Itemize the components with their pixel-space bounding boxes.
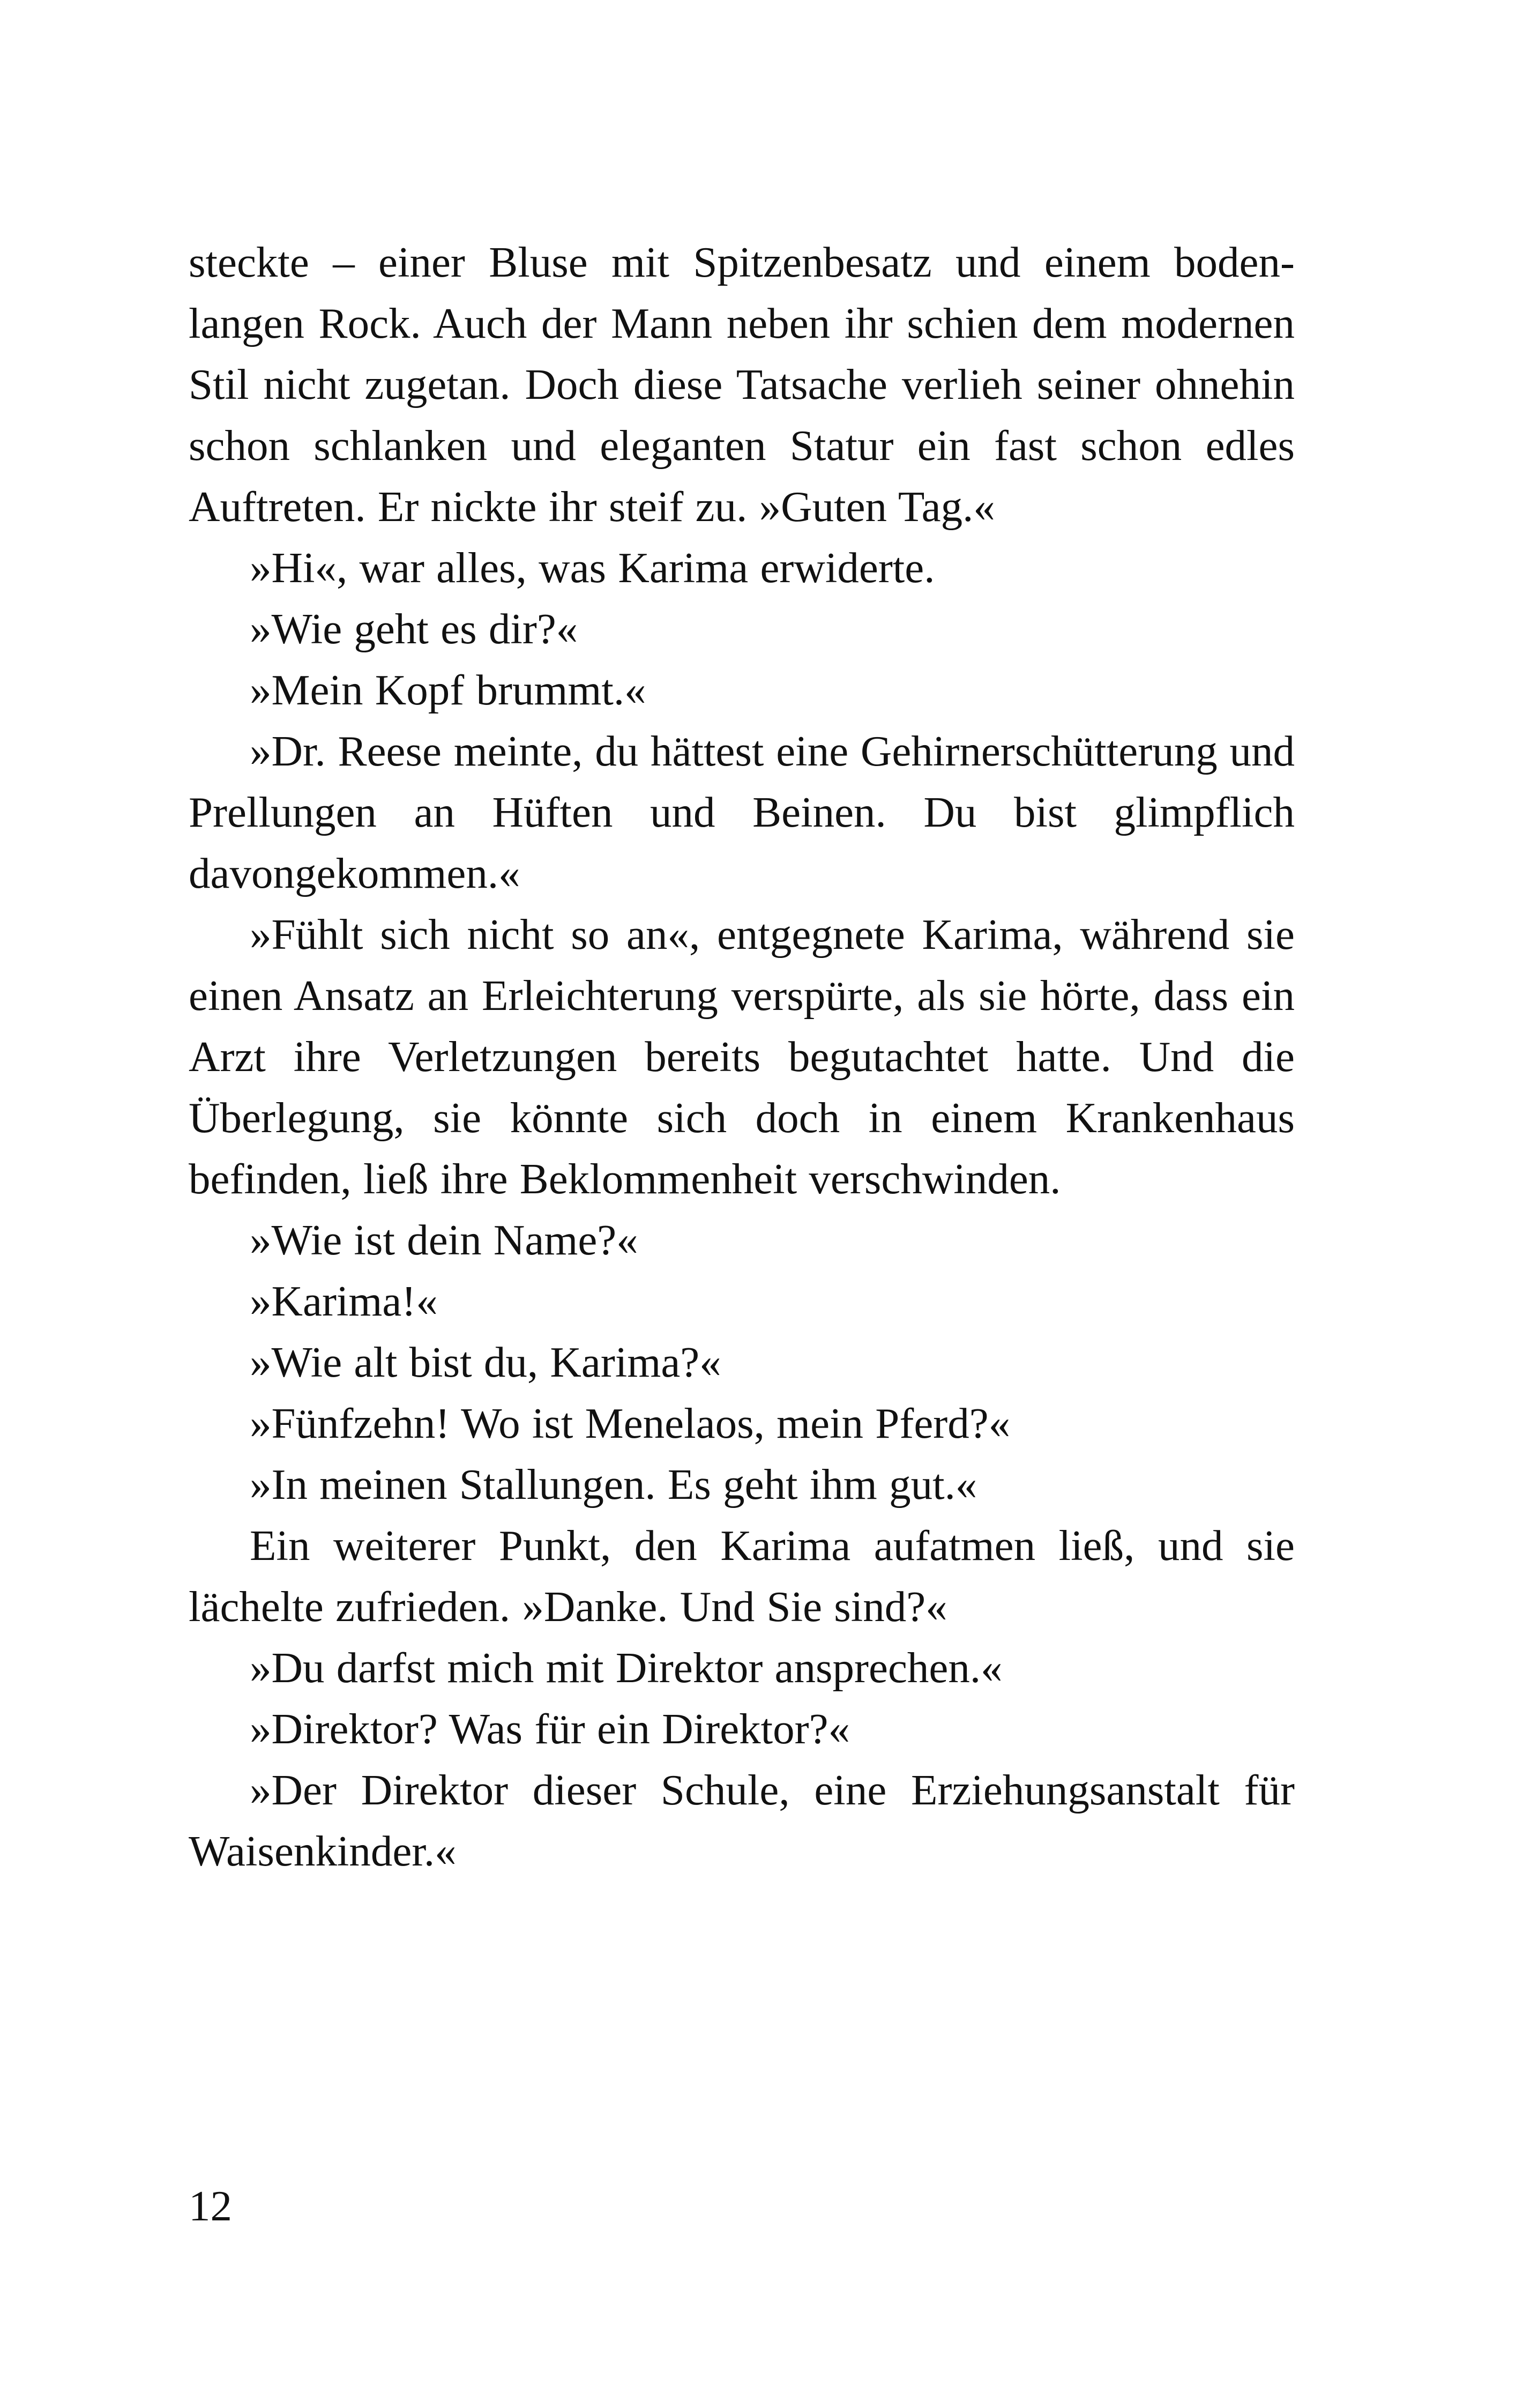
- paragraph: »Hi«, war alles, was Karima erwiderte.: [250, 544, 935, 592]
- paragraph: »Du darfst mich mit Direktor ansprechen.«: [250, 1644, 1003, 1692]
- paragraph: »Wie alt bist du, Karima?«: [250, 1338, 721, 1386]
- paragraph: steckte – einer Bluse mit Spitzenbesatz und einem bodenlangen Rock. Auch der Mann neben ihr schien dem modernen Stil nicht zugetan. Doch diese Tatsache verlieh seiner ohnehin schon schlanken und eleganten Statur ein fast schon edles Auftreten. Er nickte ihr steif zu. »Guten Tag.«: [189, 238, 1295, 531]
- paragraph: »Dr. Reese meinte, du hättest eine Gehirnerschütterung und Prellungen an Hüften und Beinen. Du bist glimpflich davongekommen.«: [189, 727, 1295, 897]
- body-text: [189, 232, 1295, 1882]
- paragraph: »In meinen Stallungen. Es geht ihm gut.«: [250, 1460, 977, 1508]
- paragraph: »Fünfzehn! Wo ist Menelaos, mein Pferd?«: [250, 1399, 1011, 1447]
- paragraph: »Wie geht es dir?«: [250, 605, 578, 653]
- paragraph: Ein weiterer Punkt, den Karima aufatmen ließ, und sie lächelte zufrieden. »Danke. Und Sie sind?«: [189, 1521, 1295, 1631]
- paragraph: »Wie ist dein Name?«: [250, 1216, 638, 1264]
- page-number: 12: [189, 2182, 232, 2230]
- paragraph: »Der Direktor dieser Schule, eine Erziehungsanstalt für Waisenkinder.«: [189, 1766, 1295, 1875]
- paragraph: »Fühlt sich nicht so an«, entgegnete Karima, während sie einen Ansatz an Erleichterung verspürte, als sie hörte, dass ein Arzt ihre Verletzungen bereits begutachtet hatte. Und die Überlegung, sie könnte sich doch in einem Krankenhaus befinden, ließ ihre Beklommenheit verschwinden.: [189, 910, 1295, 1203]
- paragraph: »Karima!«: [250, 1277, 438, 1325]
- paragraph: »Mein Kopf brummt.«: [250, 666, 646, 714]
- paragraph: »Direktor? Was für ein Direktor?«: [250, 1705, 850, 1753]
